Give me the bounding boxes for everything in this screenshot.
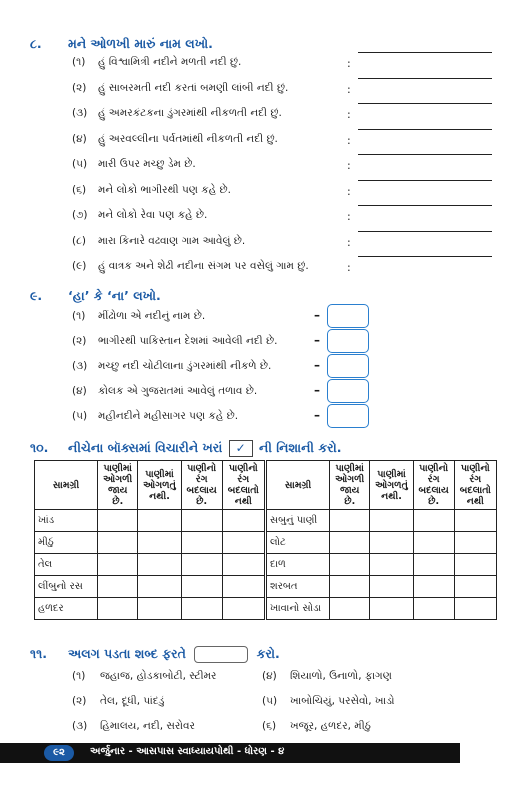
option-words[interactable]: તેલ, દૂધી, પાંદડું [100, 695, 165, 707]
question-text: મહીનદીને મહીસાગર પણ કહે છે. [98, 410, 239, 422]
question-text: મને લોકો ભાગીરથી પણ કહે છે. [98, 183, 231, 196]
tick-cell[interactable] [222, 532, 264, 554]
question-row [72, 133, 278, 146]
answer-line[interactable] [358, 103, 492, 104]
colon: : [347, 210, 351, 223]
yes-no-answer-box[interactable] [327, 329, 369, 353]
question-number: (૬) [72, 183, 87, 196]
material-name-cell: શરબત [267, 576, 330, 598]
tick-cell[interactable] [370, 576, 413, 598]
answer-line[interactable] [358, 231, 492, 232]
question-number: (૫) [72, 158, 88, 170]
odd-word-option [262, 720, 371, 733]
question-text: ભાગીરથી પાકિસ્તાન દેશમાં આવેલી નદી છે. [98, 335, 278, 347]
right-table [266, 460, 497, 620]
table-header-cell: પાણીમાં ઓગળતું નથી. [138, 461, 181, 510]
table-header-cell: પાણીનો રંગ બદલાય છે. [413, 461, 454, 510]
tick-cell[interactable] [222, 554, 264, 576]
question-row [72, 82, 288, 95]
section-11-title-after: કરો. [256, 646, 280, 661]
section-8-number: ૮. [30, 36, 42, 51]
colon: : [347, 261, 351, 274]
question-row [72, 385, 257, 398]
answer-line[interactable] [358, 256, 492, 257]
tick-cell[interactable] [454, 554, 496, 576]
section-11-title-before: અલગ પડતા શબ્દ ફરતે [68, 646, 186, 661]
question-number: (૮) [72, 234, 86, 247]
section-10-title-after: ની નિશાની કરો. [259, 440, 342, 455]
colon: : [347, 57, 351, 70]
option-number: (૫) [262, 695, 278, 707]
tick-cell[interactable] [98, 532, 138, 554]
option-words[interactable]: ખજૂર, હળદર, મીઠું [290, 720, 371, 732]
tick-cell[interactable] [413, 554, 454, 576]
tick-cell[interactable] [330, 510, 370, 532]
option-number: (૩) [72, 720, 88, 732]
option-number: (૪) [262, 670, 277, 682]
question-text: હું અરવલ્લીના પર્વતમાંથી નીકળતી નદી છું. [98, 132, 278, 145]
tick-cell[interactable] [98, 554, 138, 576]
tick-cell[interactable] [330, 532, 370, 554]
table-header-cell: પાણીમાં ઓગળી જાય છે. [330, 461, 370, 510]
tick-cell[interactable] [222, 598, 264, 620]
material-name-cell: સબુનું પાણી [267, 510, 330, 532]
table-row [267, 554, 497, 576]
tick-cell[interactable] [454, 598, 496, 620]
question-number: (૩) [72, 360, 88, 372]
material-name-cell: લીંબુનો રસ [35, 576, 98, 598]
question-text: હું વાત્રક અને શેઢી નદીના સંગમ પર વસેલું ગામ છું. [98, 260, 309, 272]
dash: – [314, 358, 320, 372]
tick-cell[interactable] [181, 576, 222, 598]
material-name-cell: તેલ [35, 554, 98, 576]
tick-cell[interactable] [222, 510, 264, 532]
question-number: (૯) [72, 260, 87, 272]
tick-cell[interactable] [413, 576, 454, 598]
material-name-cell: મીઠું [35, 532, 98, 554]
material-name-cell: ખાંડ [35, 510, 98, 532]
left-table [34, 460, 265, 620]
tick-cell[interactable] [413, 598, 454, 620]
table-header-cell: પાણીનો રંગ બદલાય છે. [181, 461, 222, 510]
section-11-number: ૧૧. [30, 646, 47, 661]
tick-cell[interactable] [138, 510, 181, 532]
colon: : [347, 159, 351, 172]
question-row [72, 310, 205, 323]
table-row [267, 532, 497, 554]
tick-cell[interactable] [181, 554, 222, 576]
question-text: મીંઢોળા એ નદીનું નામ છે. [98, 310, 206, 322]
answer-line[interactable] [358, 180, 492, 181]
tick-cell[interactable] [370, 554, 413, 576]
answer-line[interactable] [358, 154, 492, 155]
question-row [72, 107, 282, 120]
odd-word-option [262, 695, 395, 708]
option-words[interactable]: હિમાલય, નદી, સરોવર [100, 720, 195, 732]
section-11-heading [30, 646, 280, 663]
tick-cell[interactable] [138, 532, 181, 554]
tick-cell[interactable] [222, 576, 264, 598]
tick-cell[interactable] [370, 532, 413, 554]
tick-cell[interactable] [454, 510, 496, 532]
tick-cell[interactable] [181, 510, 222, 532]
question-row [72, 184, 231, 197]
tick-cell[interactable] [370, 598, 413, 620]
dash: – [314, 408, 320, 422]
material-name-cell: દાળ [267, 554, 330, 576]
odd-word-option [72, 695, 164, 708]
question-text: મને લોકો રેવા પણ કહે છે. [98, 209, 208, 221]
question-number: (૧) [72, 56, 86, 68]
checkmark-icon: ✓ [229, 440, 253, 457]
colon: : [347, 235, 351, 249]
question-row [72, 360, 271, 373]
tick-cell[interactable] [413, 532, 454, 554]
tick-cell[interactable] [330, 554, 370, 576]
section-10-heading [30, 440, 342, 457]
question-number: (૨) [72, 335, 87, 347]
tick-cell[interactable] [98, 510, 138, 532]
answer-line[interactable] [358, 52, 492, 53]
colon: : [347, 133, 351, 147]
table-row [35, 554, 265, 576]
footer [0, 743, 531, 763]
dash: – [314, 383, 320, 397]
question-number: (૪) [72, 385, 87, 397]
table-header-cell: સામગ્રી [35, 461, 98, 510]
question-number: (૫) [72, 410, 88, 422]
question-number: (૩) [72, 107, 88, 119]
question-text: મારા કિનારે વઢવાણ ગામ આવેલું છે. [98, 234, 246, 247]
material-name-cell: હળદર [35, 598, 98, 620]
tick-cell[interactable] [181, 598, 222, 620]
answer-line[interactable] [358, 129, 492, 130]
question-row [72, 235, 245, 248]
tick-cell[interactable] [413, 510, 454, 532]
table-row [35, 510, 265, 532]
tick-cell[interactable] [98, 598, 138, 620]
question-row [72, 410, 238, 423]
colon: : [347, 184, 351, 198]
tick-cell[interactable] [454, 576, 496, 598]
colon: : [347, 82, 351, 96]
question-text: કોલક એ ગુજરાતમાં આવેલું તળાવ છે. [98, 385, 258, 397]
table-row [35, 532, 265, 554]
tick-cell[interactable] [330, 598, 370, 620]
odd-word-option [72, 670, 216, 683]
question-row [72, 260, 309, 273]
question-text: હું અમરકંટકના ડુંગરમાંથી નીકળતી નદી છું. [98, 107, 282, 119]
question-text: મારી ઉપર મચ્છુ ડેમ છે. [98, 158, 196, 170]
tick-cell[interactable] [454, 532, 496, 554]
question-number: (૪) [72, 132, 87, 145]
table-row [35, 598, 265, 620]
section-8-title: મને ઓળખી મારું નામ લખો. [68, 36, 213, 51]
tick-cell[interactable] [138, 576, 181, 598]
table-header-cell: પાણીનો રંગ બદલાતો નથી [222, 461, 264, 510]
question-row [72, 158, 196, 171]
table-header-cell: સામગ્રી [267, 461, 330, 510]
circle-box-sample [194, 646, 248, 663]
question-number: (૧) [72, 310, 86, 322]
question-text: હું સાબરમતી નદી કરતાં બમણી લાંબી નદી છું. [98, 81, 289, 94]
tick-cell[interactable] [138, 554, 181, 576]
option-words[interactable]: જહાજ, હોડકાબોટી, સ્ટીમર [100, 670, 217, 682]
page-number: ૯૨ [44, 745, 74, 761]
table-header-cell: પાણીનો રંગ બદલાતો નથી [454, 461, 496, 510]
option-words[interactable]: ખાબોચિયું, પરસેવો, ખાડો [290, 695, 395, 707]
material-name-cell: ખાવાનો સોડા [267, 598, 330, 620]
yes-no-answer-box[interactable] [327, 304, 369, 328]
yes-no-answer-box[interactable] [327, 404, 369, 428]
dash: – [314, 308, 320, 322]
yes-no-answer-box[interactable] [327, 354, 369, 378]
section-9-title: ‘હા’ કે ‘ના’ લખો. [68, 288, 161, 303]
tick-cell[interactable] [138, 598, 181, 620]
section-8-heading [30, 36, 213, 52]
dash: – [314, 333, 320, 347]
colon: : [347, 108, 351, 121]
tick-cell[interactable] [181, 532, 222, 554]
tick-cell[interactable] [98, 576, 138, 598]
answer-line[interactable] [358, 78, 492, 79]
section-10-number: ૧૦. [30, 440, 49, 455]
material-name-cell: લોટ [267, 532, 330, 554]
option-number: (૬) [262, 720, 277, 732]
table-header-row [35, 461, 265, 510]
footer-text: અર્જુનાર - આસપાસ સ્વાધ્યાયપોથી - ધોરણ - ૪ [90, 746, 285, 757]
option-number: (૧) [72, 670, 86, 682]
yes-no-answer-box[interactable] [327, 379, 369, 403]
table-row [267, 510, 497, 532]
table-header-cell: પાણીમાં ઓગળી જાય છે. [98, 461, 138, 510]
question-row [72, 209, 207, 222]
table-header-row [267, 461, 497, 510]
table-row [267, 598, 497, 620]
option-number: (૨) [72, 695, 87, 707]
odd-word-option [72, 720, 195, 733]
question-row [72, 56, 241, 69]
table-row [267, 576, 497, 598]
option-words[interactable]: શિયાળો, ઉનાળો, ફાગણ [290, 670, 392, 682]
answer-line[interactable] [358, 205, 492, 206]
table-row [35, 576, 265, 598]
section-10-title-before: નીચેના બૉક્સમાં વિચારીને ખરાં [68, 440, 223, 455]
question-text: મચ્છુ નદી ચોટીલાના ડુંગરમાંથી નીકળે છે. [98, 360, 272, 372]
odd-word-option [262, 670, 392, 683]
question-row [72, 335, 277, 348]
question-text: હું વિશ્વામિત્રી નદીને મળતી નદી છું. [98, 56, 242, 68]
section-9-number: ૯. [30, 288, 43, 303]
tick-cell[interactable] [330, 576, 370, 598]
table-header-cell: પાણીમાં ઓગળતું નથી. [370, 461, 413, 510]
question-number: (૭) [72, 209, 88, 221]
tick-cell[interactable] [370, 510, 413, 532]
question-number: (૨) [72, 81, 87, 94]
section-9-heading [30, 288, 161, 304]
